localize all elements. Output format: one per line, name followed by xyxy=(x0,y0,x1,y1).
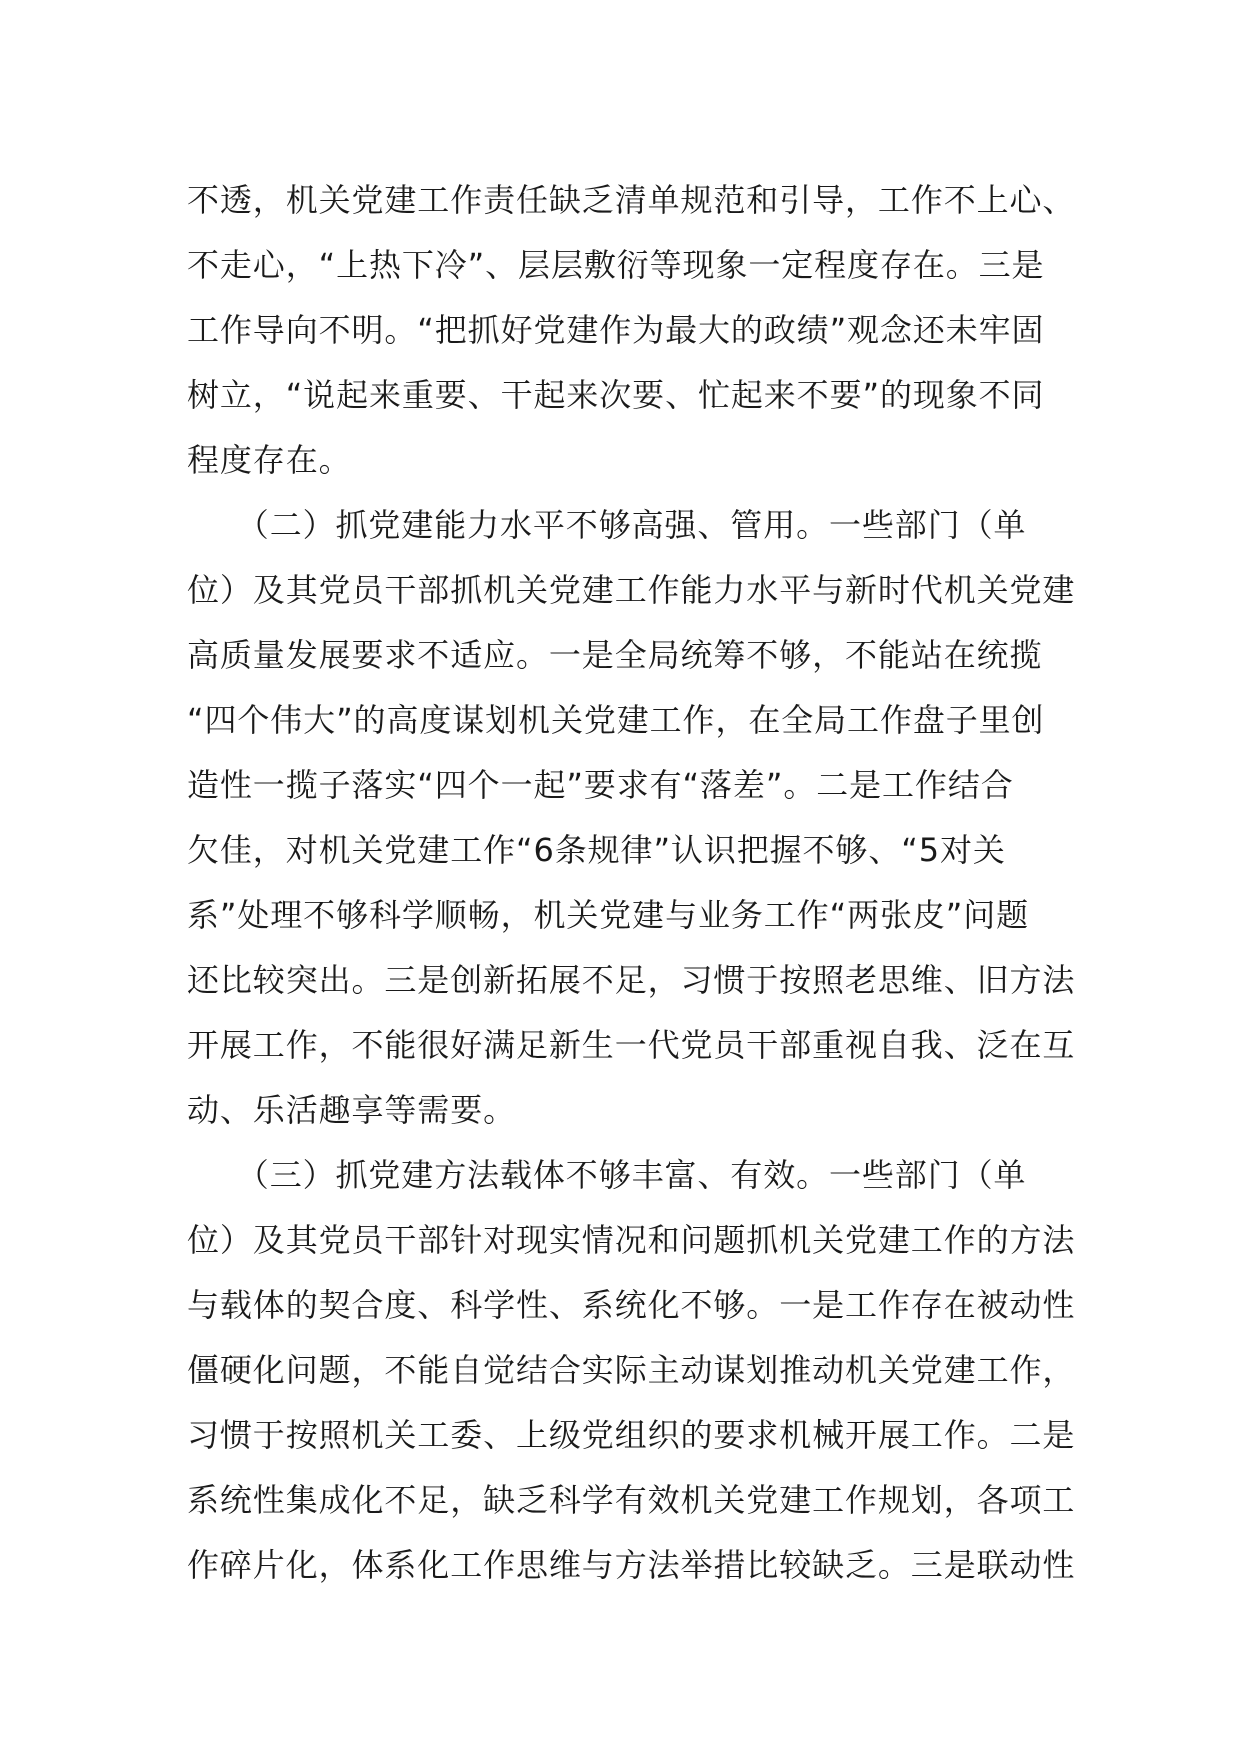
text-line: 工作导向不明。“把抓好党建作为最大的政绩”观念还未牢固 xyxy=(187,311,1045,349)
text-line: 开展工作，不能很好满足新生一代党员干部重视自我、泛在互 xyxy=(187,1026,1076,1064)
text-line: 习惯于按照机关工委、上级党组织的要求机械开展工作。二是 xyxy=(187,1416,1076,1454)
section-heading-line: （三）抓党建方法载体不够丰富、有效。一些部门（单 xyxy=(187,1156,1027,1194)
text-line: 造性一揽子落实“四个一起”要求有“落差”。二是工作结合 xyxy=(187,766,1014,804)
text-line: 与载体的契合度、科学性、系统化不够。一是工作存在被动性 xyxy=(187,1286,1076,1324)
document-body-text xyxy=(187,168,1076,1598)
text-line: 动、乐活趣享等需要。 xyxy=(187,1091,517,1129)
text-line: 作碎片化，体系化工作思维与方法举措比较缺乏。三是联动性 xyxy=(187,1546,1076,1584)
text-line: 程度存在。 xyxy=(187,441,352,479)
text-line: 欠佳，对机关党建工作“6条规律”认识把握不够、“5对关 xyxy=(187,831,1006,869)
text-line: 还比较突出。三是创新拓展不足，习惯于按照老思维、旧方法 xyxy=(187,961,1076,999)
text-line: 树立，“说起来重要、干起来次要、忙起来不要”的现象不同 xyxy=(187,376,1045,414)
text-line: 位）及其党员干部抓机关党建工作能力水平与新时代机关党建 xyxy=(187,571,1076,609)
text-line: 高质量发展要求不适应。一是全局统筹不够，不能站在统揽 xyxy=(187,636,1043,674)
text-line: 系”处理不够科学顺畅，机关党建与业务工作“两张皮”问题 xyxy=(187,896,1030,934)
text-line: 不透，机关党建工作责任缺乏清单规范和引导，工作不上心、 xyxy=(187,181,1076,219)
text-line: 不走心，“上热下冷”、层层敷衍等现象一定程度存在。三是 xyxy=(187,246,1045,284)
section-heading-line: （二）抓党建能力水平不够高强、管用。一些部门（单 xyxy=(187,506,1027,544)
text-line: “四个伟大”的高度谋划机关党建工作，在全局工作盘子里创 xyxy=(187,701,1045,739)
text-line: 位）及其党员干部针对现实情况和问题抓机关党建工作的方法 xyxy=(187,1221,1076,1259)
text-line: 僵硬化问题，不能自觉结合实际主动谋划推动机关党建工作， xyxy=(187,1351,1076,1389)
text-line: 系统性集成化不足，缺乏科学有效机关党建工作规划，各项工 xyxy=(187,1481,1076,1519)
